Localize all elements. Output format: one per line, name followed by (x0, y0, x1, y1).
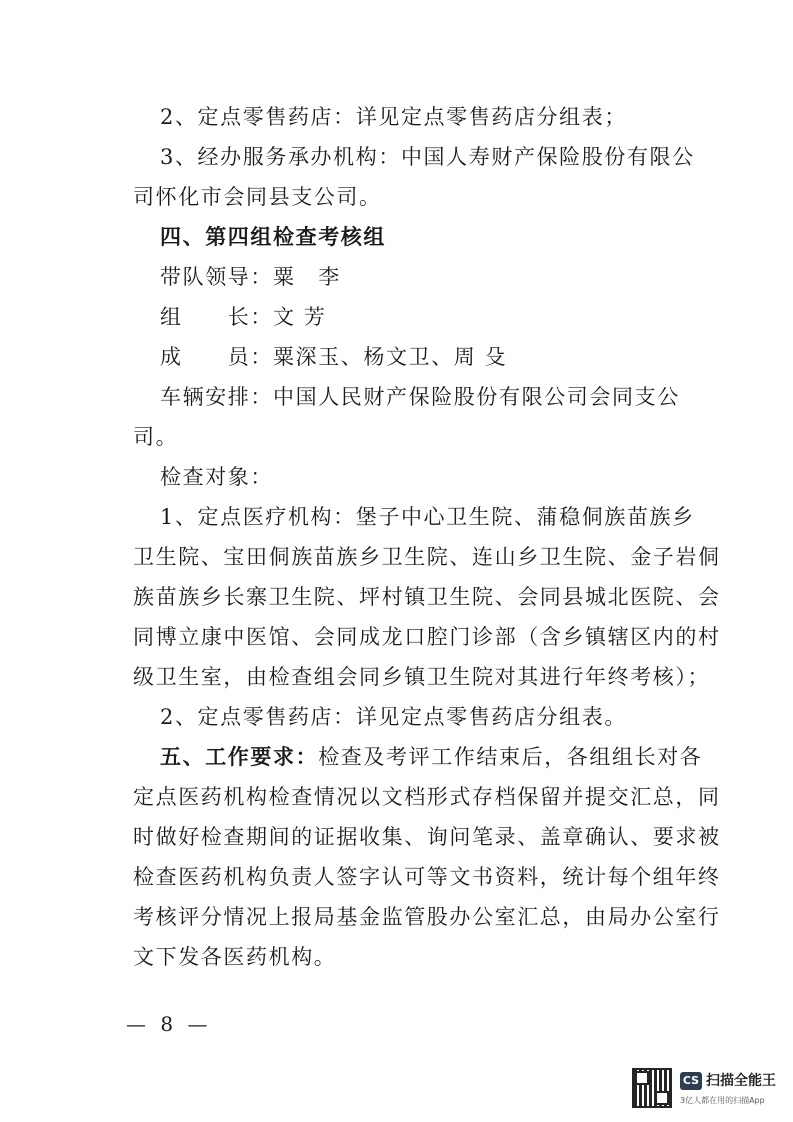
paragraph-line: 2、定点零售药店：详见定点零售药店分组表。 (160, 705, 627, 729)
paragraph-line: 3、经办服务承办机构：中国人寿财产保险股份有限公 (160, 145, 695, 169)
paragraph-line: 组 长：文 芳 (160, 305, 327, 329)
paragraph-line: 级卫生室，由检查组会同乡镇卫生院对其进行年终考核）； (133, 665, 711, 689)
section-heading: 四、第四组检查考核组 (160, 224, 386, 249)
section-heading: 五、工作要求： (160, 744, 319, 769)
page-number: — 8 — (126, 1012, 212, 1036)
paragraph-text: 检查及考评工作结束后，各组组长对各 (318, 745, 703, 769)
paragraph-line: 带队领导：粟 李 (160, 265, 341, 289)
paragraph-line: 族苗族乡长寨卫生院、坪村镇卫生院、会同县城北医院、会 (133, 585, 721, 609)
paragraph-line: 检查对象： (160, 465, 273, 489)
paragraph-line: 定点医药机构检查情况以文档形式存档保留并提交汇总，同 (133, 785, 721, 809)
paragraph-line: 司。 (133, 425, 179, 449)
scanner-watermark (632, 1068, 780, 1112)
paragraph-line: 卫生院、宝田侗族苗族乡卫生院、连山乡卫生院、金子岩侗 (133, 545, 721, 569)
paragraph-line: 时做好检查期间的证据收集、询问笔录、盖章确认、要求被 (133, 825, 721, 849)
watermark-brand: 扫描全能王 (706, 1073, 776, 1089)
qr-code-icon (632, 1068, 672, 1108)
watermark-tagline: 3亿人都在用的扫描App (680, 1096, 765, 1105)
paragraph-line: 考核评分情况上报局基金监管股办公室汇总，由局办公室行 (133, 905, 721, 929)
camscanner-logo-icon: CS (680, 1072, 702, 1090)
paragraph-line: 成 员：粟深玉、杨文卫、周 殳 (160, 345, 508, 369)
paragraph-line: 2、定点零售药店：详见定点零售药店分组表； (160, 105, 627, 129)
paragraph-line: 同博立康中医馆、会同成龙口腔门诊部（含乡镇辖区内的村 (133, 625, 721, 649)
paragraph-line: 车辆安排：中国人民财产保险股份有限公司会同支公 (160, 385, 680, 409)
paragraph-line (0, 744, 793, 770)
paragraph-line: 检查医药机构负责人签字认可等文书资料，统计每个组年终 (133, 865, 721, 889)
paragraph-line: 司怀化市会同县支公司。 (133, 185, 382, 209)
paragraph-line: 文下发各医药机构。 (133, 945, 337, 969)
paragraph-line: 1、定点医疗机构：堡子中心卫生院、蒲稳侗族苗族乡 (160, 505, 695, 529)
